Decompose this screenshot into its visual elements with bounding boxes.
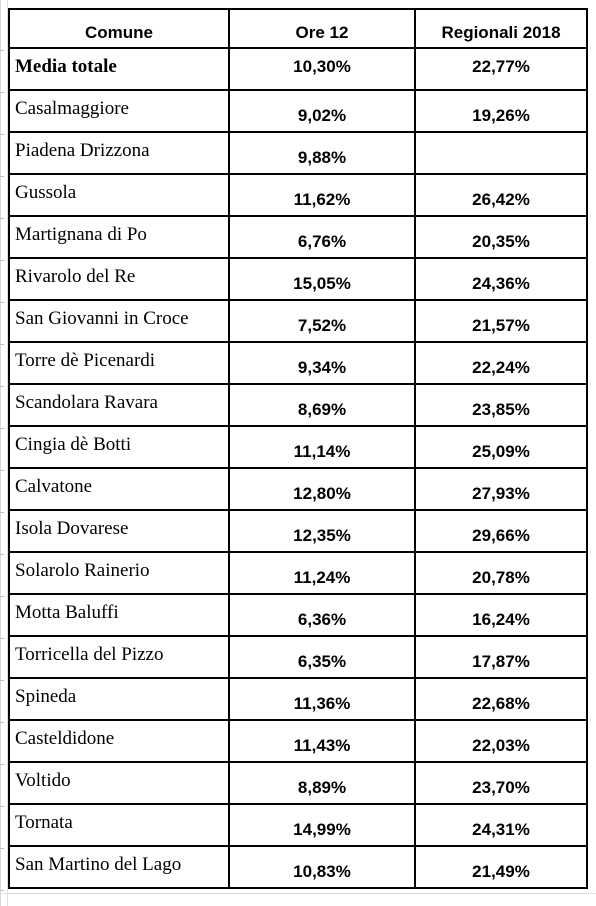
comune-cell[interactable]: Torre dè Picenardi [9,342,229,384]
comune-cell[interactable]: Martignana di Po [9,216,229,258]
regionali-cell[interactable]: 23,85% [415,384,587,426]
comune-cell[interactable]: Scandolara Ravara [9,384,229,426]
ore12-cell[interactable]: 11,24% [229,552,415,594]
row-header-tick [0,302,4,303]
table-row [9,720,587,762]
ore12-cell[interactable]: 8,69% [229,384,415,426]
table-row [9,384,587,426]
regionali-cell[interactable]: 26,42% [415,174,587,216]
comune-cell[interactable]: Solarolo Rainerio [9,552,229,594]
comune-cell[interactable]: Torricella del Pizzo [9,636,229,678]
ore12-cell[interactable]: 7,52% [229,300,415,342]
ore12-cell[interactable]: 9,34% [229,342,415,384]
row-header-tick [0,596,4,597]
comune-cell[interactable]: San Martino del Lago [9,846,229,888]
table-row [9,804,587,846]
comune-cell[interactable]: Spineda [9,678,229,720]
row-header-tick [0,92,4,93]
regionali-cell[interactable]: 27,93% [415,468,587,510]
header-row [9,9,587,48]
regionali-cell[interactable] [415,132,587,174]
total-ore12-cell[interactable]: 10,30% [229,48,415,90]
total-name-cell[interactable]: Media totale [9,48,229,90]
comune-cell[interactable]: Piadena Drizzona [9,132,229,174]
row-header-tick [0,638,4,639]
row-header-tick [0,512,4,513]
comune-cell[interactable]: Voltido [9,762,229,804]
row-header-tick [0,50,4,51]
comune-cell[interactable]: Cingia dè Botti [9,426,229,468]
row-header-tick [0,680,4,681]
table-row [9,258,587,300]
table-row [9,426,587,468]
table-row [9,132,587,174]
regionali-cell[interactable]: 21,57% [415,300,587,342]
comune-cell[interactable]: Motta Baluffi [9,594,229,636]
regionali-cell[interactable]: 19,26% [415,90,587,132]
comune-cell[interactable]: Casteldidone [9,720,229,762]
comune-cell[interactable]: San Giovanni in Croce [9,300,229,342]
row-header-tick [0,848,4,849]
table-row [9,552,587,594]
table-row [9,636,587,678]
table-row [9,174,587,216]
table-row [9,216,587,258]
row-header-tick [0,554,4,555]
regionali-cell[interactable]: 20,35% [415,216,587,258]
ore12-cell[interactable]: 11,62% [229,174,415,216]
regionali-cell[interactable]: 29,66% [415,510,587,552]
row-header-tick [0,890,4,891]
ore12-cell[interactable]: 6,76% [229,216,415,258]
comune-cell[interactable]: Rivarolo del Re [9,258,229,300]
ore12-cell[interactable]: 14,99% [229,804,415,846]
ore12-cell[interactable]: 8,89% [229,762,415,804]
row-header-edge [0,0,8,906]
row-header-tick [0,428,4,429]
sheet-gridline [0,893,596,894]
row-header-tick [0,260,4,261]
ore12-cell[interactable]: 9,02% [229,90,415,132]
table-row [9,90,587,132]
regionali-cell[interactable]: 24,36% [415,258,587,300]
turnout-table [8,8,588,889]
comune-cell[interactable]: Calvatone [9,468,229,510]
comune-cell[interactable]: Casalmaggiore [9,90,229,132]
comune-cell[interactable]: Tornata [9,804,229,846]
regionali-cell[interactable]: 24,31% [415,804,587,846]
table-row [9,594,587,636]
regionali-cell[interactable]: 22,24% [415,342,587,384]
table-row [9,468,587,510]
ore12-cell[interactable]: 9,88% [229,132,415,174]
ore12-cell[interactable]: 11,36% [229,678,415,720]
column-header-ore-12[interactable]: Ore 12 [229,9,415,48]
ore12-cell[interactable]: 11,43% [229,720,415,762]
ore12-cell[interactable]: 6,35% [229,636,415,678]
regionali-cell[interactable]: 22,03% [415,720,587,762]
regionali-cell[interactable]: 25,09% [415,426,587,468]
ore12-cell[interactable]: 12,80% [229,468,415,510]
ore12-cell[interactable]: 10,83% [229,846,415,888]
regionali-cell[interactable]: 17,87% [415,636,587,678]
table-row [9,510,587,552]
column-header-comune[interactable]: Comune [9,9,229,48]
total-row [9,48,587,90]
comune-cell[interactable]: Isola Dovarese [9,510,229,552]
column-header-regionali-2018[interactable]: Regionali 2018 [415,9,587,48]
row-header-tick [0,386,4,387]
table-row [9,846,587,888]
table-row [9,762,587,804]
regionali-cell[interactable]: 20,78% [415,552,587,594]
regionali-cell[interactable]: 16,24% [415,594,587,636]
comune-cell[interactable]: Gussola [9,174,229,216]
table-row [9,342,587,384]
ore12-cell[interactable]: 15,05% [229,258,415,300]
row-header-tick [0,344,4,345]
row-header-tick [0,134,4,135]
row-header-tick [0,176,4,177]
table-row [9,300,587,342]
row-header-tick [0,722,4,723]
ore12-cell[interactable]: 11,14% [229,426,415,468]
ore12-cell[interactable]: 6,36% [229,594,415,636]
row-header-tick [0,806,4,807]
row-header-tick [0,764,4,765]
regionali-cell[interactable]: 21,49% [415,846,587,888]
ore12-cell[interactable]: 12,35% [229,510,415,552]
regionali-cell[interactable]: 22,68% [415,678,587,720]
row-header-tick [0,470,4,471]
total-regionali-cell[interactable]: 22,77% [415,48,587,90]
table-row [9,678,587,720]
row-header-tick [0,218,4,219]
regionali-cell[interactable]: 23,70% [415,762,587,804]
